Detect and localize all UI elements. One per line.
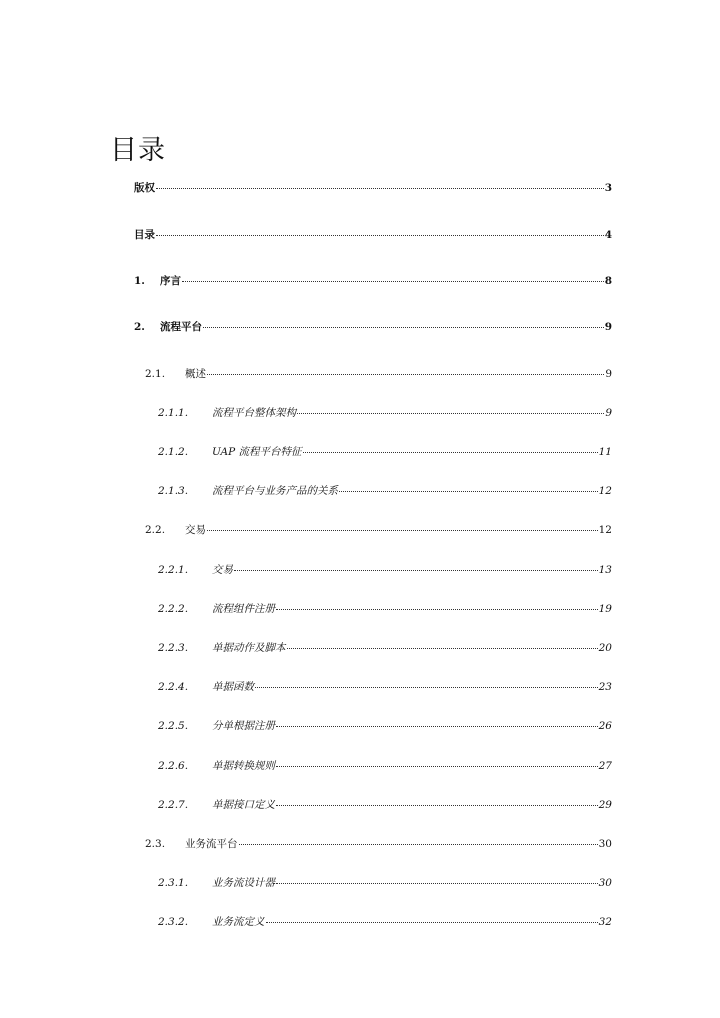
toc-entry-page: 3 xyxy=(604,182,612,194)
toc-entry-page: 12 xyxy=(598,524,612,536)
toc-entry-page: 30 xyxy=(598,877,612,889)
toc-entry-number: 2.2. xyxy=(145,524,166,536)
toc-entry-label: 单据函数 xyxy=(212,681,254,693)
toc-entry-number: 2.3.1. xyxy=(158,877,189,889)
dot-leader xyxy=(276,883,598,884)
toc-entry-page: 13 xyxy=(598,564,612,576)
toc-entry-label: 流程平台整体架构 xyxy=(212,407,296,419)
toc-entry-label: 单据转换规则 xyxy=(212,760,275,772)
toc-entry-transaction[interactable] xyxy=(145,522,612,538)
dot-leader xyxy=(255,687,598,688)
toc-entry-number: 1. xyxy=(134,275,145,287)
toc-entry-page: 26 xyxy=(598,720,612,732)
toc-entry-component-registration[interactable] xyxy=(158,601,612,617)
toc-entry-flow-designer[interactable] xyxy=(158,875,612,891)
dot-leader xyxy=(207,530,598,531)
toc-entry-number: 2.2.6. xyxy=(158,760,189,772)
toc-entry-label: 序言 xyxy=(160,275,181,287)
dot-leader xyxy=(303,452,598,453)
toc-entry-business-flow-platform[interactable] xyxy=(145,836,612,852)
toc-entry-number: 2.1.2. xyxy=(158,446,189,458)
toc-entry-number: 2.2.2. xyxy=(158,603,189,615)
toc-entry-number: 2. xyxy=(134,321,145,333)
toc-entry-overview[interactable] xyxy=(145,366,612,382)
toc-entry-label: UAP 流程平台特征 xyxy=(212,446,302,458)
toc-entry-interface-definition[interactable] xyxy=(158,797,612,813)
toc-entry-page: 19 xyxy=(598,603,612,615)
toc-entry-label: 流程平台与业务产品的关系 xyxy=(212,485,338,497)
dot-leader xyxy=(203,327,604,328)
dot-leader xyxy=(182,281,604,282)
toc-entry-label: 业务流设计器 xyxy=(212,877,275,889)
toc-entry-transaction-sub[interactable] xyxy=(158,562,612,578)
toc-entry-label: 业务流定义 xyxy=(212,916,265,928)
toc-entry-number: 2.2.3. xyxy=(158,642,189,654)
toc-entry-page: 9 xyxy=(605,368,612,380)
toc-entry-label: 流程组件注册 xyxy=(212,603,275,615)
dot-leader xyxy=(287,648,598,649)
dot-leader xyxy=(297,413,604,414)
toc-entry-page: 30 xyxy=(598,838,612,850)
toc-entry-number: 2.2.7. xyxy=(158,799,189,811)
dot-leader xyxy=(234,570,598,571)
dot-leader xyxy=(276,766,598,767)
toc-entry-flow-definition[interactable] xyxy=(158,914,612,930)
toc-entry-functions[interactable] xyxy=(158,679,612,695)
dot-leader xyxy=(239,844,598,845)
toc-entry-split-registration[interactable] xyxy=(158,718,612,734)
toc-entry-conversion-rules[interactable] xyxy=(158,758,612,774)
toc-entry-page: 12 xyxy=(598,485,612,497)
toc-entry-page: 32 xyxy=(598,916,612,928)
toc-entry-page: 27 xyxy=(598,760,612,772)
toc-entry-number: 2.1.1. xyxy=(158,407,189,419)
toc-entry-label: 业务流平台 xyxy=(185,838,238,850)
toc-entry-preface[interactable] xyxy=(134,273,612,289)
toc-entry-label: 单据动作及脚本 xyxy=(212,642,286,654)
toc-entry-label: 版权 xyxy=(134,182,155,194)
toc-entry-actions-scripts[interactable] xyxy=(158,640,612,656)
toc-entry-number: 2.1.3. xyxy=(158,485,189,497)
toc-entry-page: 29 xyxy=(598,799,612,811)
toc-entry-relationship[interactable] xyxy=(158,483,612,499)
toc-entry-number: 2.3. xyxy=(145,838,166,850)
dot-leader xyxy=(339,491,598,492)
toc-entry-label: 分单根据注册 xyxy=(212,720,275,732)
toc-entry-contents[interactable] xyxy=(134,227,612,243)
dot-leader xyxy=(266,922,598,923)
toc-entry-number: 2.2.4. xyxy=(158,681,189,693)
toc-entry-label: 概述 xyxy=(185,368,206,380)
toc-entry-number: 2.2.1. xyxy=(158,564,189,576)
toc-entry-copyright[interactable] xyxy=(134,180,612,196)
toc-entry-page: 11 xyxy=(598,446,612,458)
toc-entry-page: 20 xyxy=(598,642,612,654)
toc-entry-label: 交易 xyxy=(212,564,233,576)
toc-entry-architecture[interactable] xyxy=(158,405,612,421)
toc-entry-number: 2.1. xyxy=(145,368,166,380)
toc-entry-number: 2.2.5. xyxy=(158,720,189,732)
toc-entry-label: 目录 xyxy=(134,229,155,241)
toc-entry-number: 2.3.2. xyxy=(158,916,189,928)
dot-leader xyxy=(207,374,604,375)
toc-entry-page: 4 xyxy=(604,229,612,241)
toc-entry-label: 流程平台 xyxy=(160,321,202,333)
toc-entry-workflow-platform[interactable] xyxy=(134,319,612,335)
dot-leader xyxy=(276,805,598,806)
dot-leader xyxy=(156,235,604,236)
toc-entry-label: 交易 xyxy=(185,524,206,536)
dot-leader xyxy=(276,726,598,727)
toc-entry-label: 单据接口定义 xyxy=(212,799,275,811)
toc-entry-page: 9 xyxy=(605,407,612,419)
toc-entry-page: 23 xyxy=(598,681,612,693)
toc-entry-features[interactable] xyxy=(158,444,612,460)
page-title: 目录 xyxy=(110,135,166,167)
toc-entry-page: 9 xyxy=(604,321,612,333)
dot-leader xyxy=(156,188,604,189)
dot-leader xyxy=(276,609,598,610)
toc-entry-page: 8 xyxy=(604,275,612,287)
